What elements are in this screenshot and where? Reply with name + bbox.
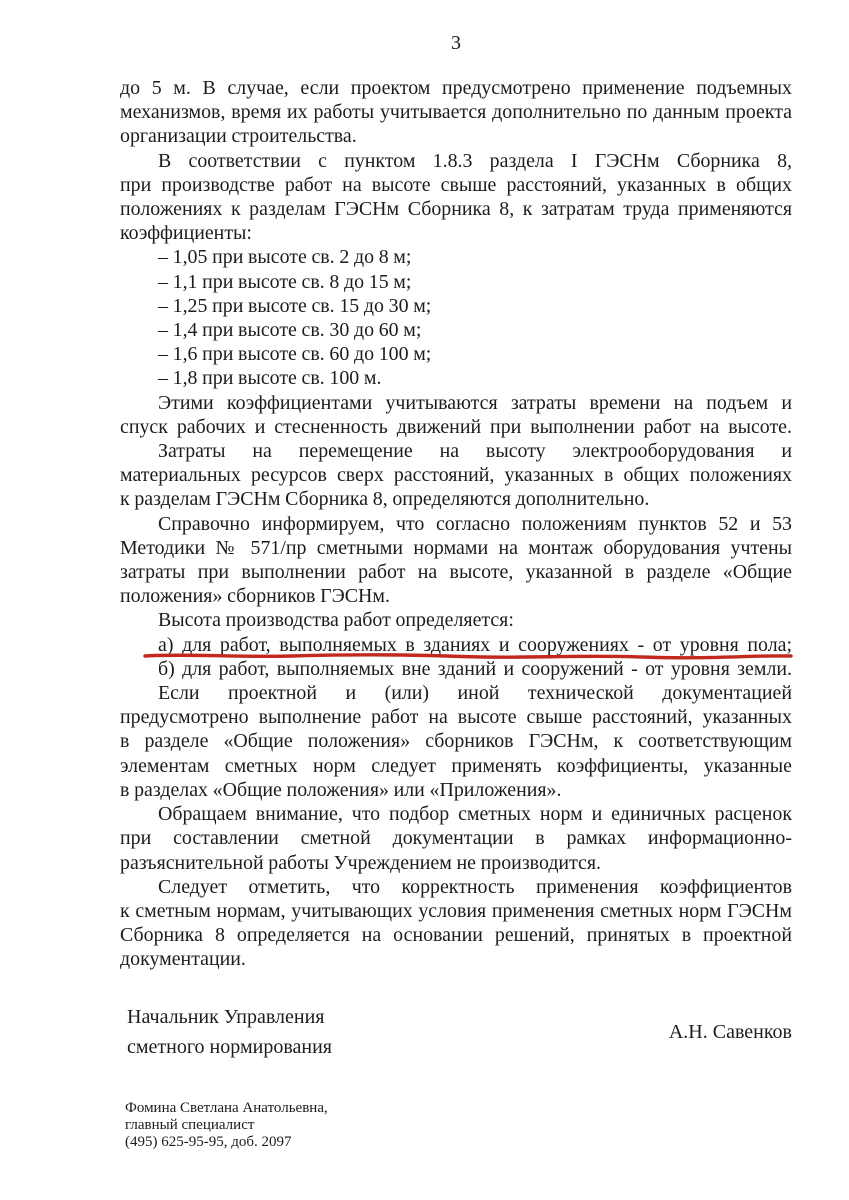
executor-title: главный специалист — [125, 1116, 255, 1133]
text-line: – 1,8 при высоте св. 100 м. — [158, 367, 382, 390]
text-line: механизмов, время их работы учитывается дополнительно по данным проекта — [120, 101, 792, 124]
paragraph — [120, 633, 792, 657]
executor-phone: (495) 625-95-95, доб. 2097 — [125, 1133, 292, 1150]
executor-contact-block — [125, 1100, 328, 1150]
page-number: 3 — [451, 32, 461, 54]
text-line: Если проектной и (или) иной технической документацией — [158, 682, 792, 705]
text-line: Затраты на перемещение на высоту электрооборудования и — [158, 440, 792, 463]
paragraph — [120, 875, 792, 972]
signatory-position — [127, 1002, 332, 1062]
signatory-position-line2: сметного нормирования — [127, 1036, 332, 1058]
executor-name: Фомина Светлана Анатольевна, — [125, 1100, 328, 1116]
text-line: к сметным нормам, учитывающих условия применения сметных норм ГЭСНм — [120, 899, 792, 922]
text-line: положениях к разделам ГЭСНм Сборника 8, к затратам труда применяются — [120, 198, 792, 221]
text-line: материальных ресурсов сверх расстояний, указанных в общих положениях — [120, 464, 792, 487]
text-line: предусмотрено выполнение работ на высоте свыше расстояний, указанных — [120, 706, 792, 729]
paragraph — [120, 681, 792, 802]
text-line: Сборника 8 определяется на основании решений, принятых в проектной — [120, 924, 792, 947]
text-line: затраты при выполнении работ на высоте, указанной в разделе «Общие — [120, 561, 792, 584]
signatory-name: А.Н. Савенков — [668, 1020, 792, 1043]
signatory-position-line1: Начальник Управления — [127, 1006, 325, 1028]
paragraph — [120, 608, 792, 632]
paragraph — [120, 149, 792, 246]
signature-block — [127, 1002, 792, 1062]
text-line: документации. — [120, 948, 246, 971]
text-line: В соответствии с пунктом 1.8.3 раздела I ГЭСНм Сборника 8, — [158, 149, 792, 172]
text-line: положения» сборников ГЭСНм. — [120, 585, 390, 608]
paragraph — [120, 802, 792, 875]
paragraph — [120, 245, 792, 390]
text-line: организации строительства. — [120, 125, 357, 148]
text-line: разъяснительной работы Учреждением не производится. — [120, 851, 601, 874]
text-line: Этими коэффициентами учитываются затраты времени на подъем и — [158, 391, 792, 414]
text-line: коэффициенты: — [120, 222, 252, 245]
paragraph — [120, 512, 792, 609]
text-line: Методики № 571/пр сметными нормами на монтаж оборудования учтены — [120, 536, 792, 559]
text-line: элементам сметных норм следует применять коэффициенты, указанные — [120, 754, 792, 777]
text-line: в разделе «Общие положения» сборников ГЭСНм, к соответствующим — [120, 730, 792, 753]
text-line: в разделах «Общие положения» или «Приложения». — [120, 778, 562, 801]
text-line: б) для работ, выполняемых вне зданий и сооружений - от уровня земли. — [158, 657, 792, 680]
text-line: – 1,25 при высоте св. 15 до 30 м; — [158, 294, 432, 317]
paragraph — [120, 76, 792, 149]
paragraph — [120, 439, 792, 512]
text-line: к разделам ГЭСНм Сборника 8, определяются дополнительно. — [120, 488, 650, 511]
text-line: – 1,05 при высоте св. 2 до 8 м; — [158, 246, 412, 269]
text-line: при составлении сметной документации в рамках информационно- — [120, 827, 792, 850]
text-line: спуск рабочих и стесненность движений при выполнении работ на высоте. — [120, 415, 792, 438]
letter-body — [120, 76, 792, 972]
paragraph — [120, 657, 792, 681]
text-line: – 1,4 при высоте св. 30 до 60 м; — [158, 319, 422, 342]
text-line: Обращаем внимание, что подбор сметных норм и единичных расценок — [158, 803, 792, 826]
text-line: до 5 м. В случае, если проектом предусмотрено применение подъемных — [120, 77, 792, 99]
text-line: – 1,1 при высоте св. 8 до 15 м; — [158, 270, 412, 293]
text-line: – 1,6 при высоте св. 60 до 100 м; — [158, 343, 432, 366]
paragraph — [120, 391, 792, 439]
text-line: Высота производства работ определяется: — [158, 609, 514, 632]
text-line: Следует отметить, что корректность применения коэффициентов — [158, 875, 792, 898]
text-line: а) для работ, выполняемых в зданиях и сооружениях - от уровня пола; — [120, 633, 792, 657]
text-line: Справочно информируем, что согласно положениям пунктов 52 и 53 — [158, 512, 792, 535]
text-line: при производстве работ на высоте свыше расстояний, указанных в общих — [120, 173, 792, 196]
